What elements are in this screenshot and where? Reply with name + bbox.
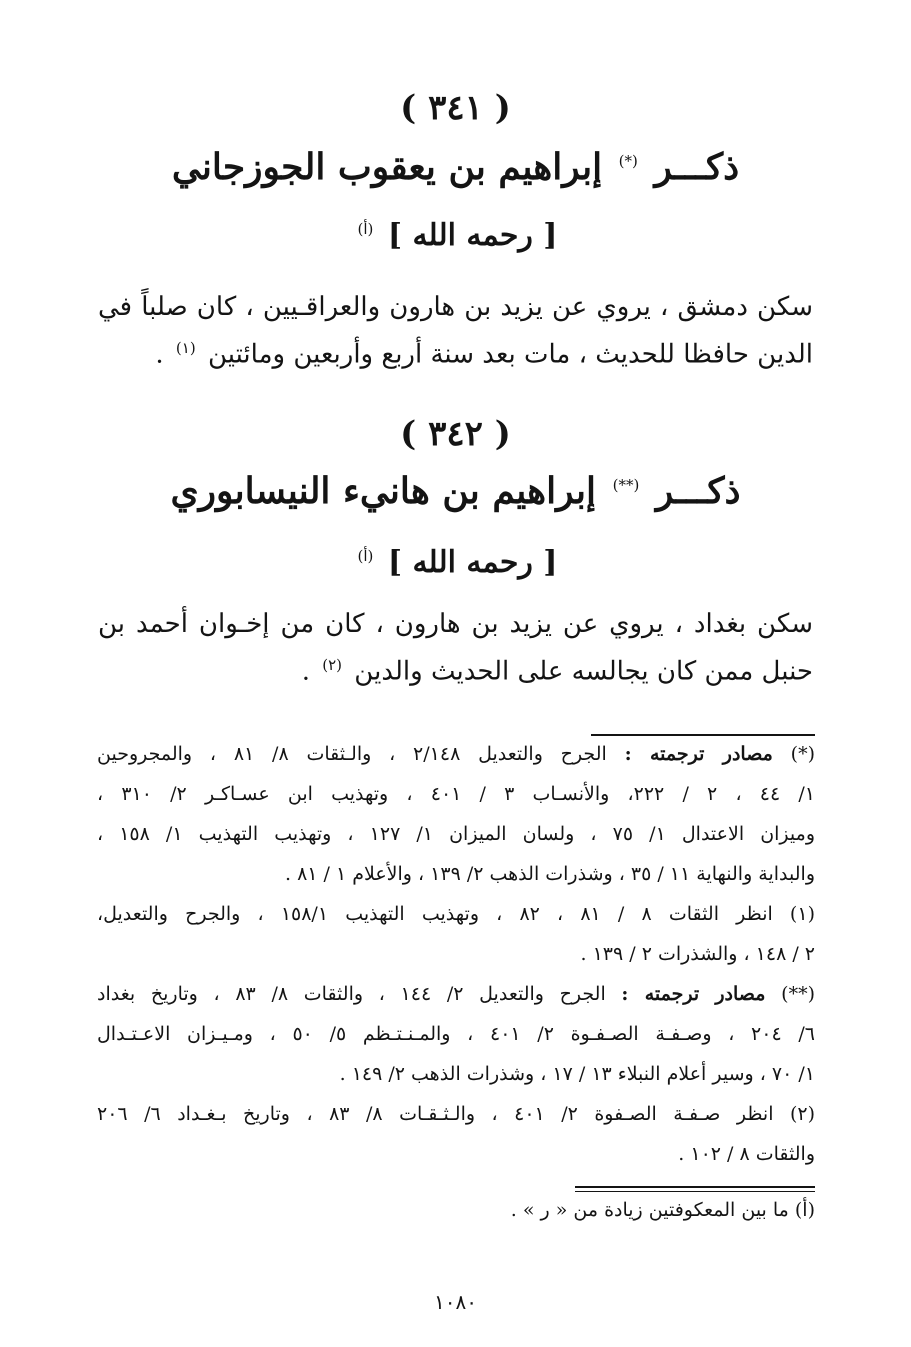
- page-number: ١٠٨٠: [434, 1290, 477, 1314]
- body-line: [98, 339, 813, 371]
- entry-number-341: ( ٣٤١ ): [400, 88, 511, 128]
- entry-heading-342: [0, 470, 911, 512]
- footnote-marker: (**): [781, 983, 815, 1005]
- note-ref: (٢): [322, 656, 343, 674]
- footnote-line: [97, 983, 815, 1006]
- body-line: سكن بغداد ، يروي عن يزيد بن هارون ، كان من إخـوان أحمد بن: [98, 609, 813, 639]
- footnote-line: وميزان الاعتدال ١/ ٧٥ ، ولسان الميزان ١/ ١٢٧ ، وتهذيب التهذيب ١/ ١٥٨ ،: [97, 823, 815, 845]
- footnote-line: (٢) انظر صـفـة الصـفوة ٢/ ٤٠١ ، والـثـقـات ٨/ ٨٣ ، وتاريخ بـغـداد ٦/ ٢٠٦: [97, 1103, 816, 1125]
- editor-note: (أ) ما بين المعكوفتين زيادة من « ر » .: [510, 1199, 815, 1221]
- footnote-marker: (*): [618, 152, 638, 170]
- rahma-text: [ رحمه الله ]: [387, 545, 558, 580]
- footnote-double-divider: [575, 1186, 815, 1192]
- person-name: إبراهيم بن يعقوب الجوزجاني: [171, 146, 603, 188]
- person-name: إبراهيم بن هانيء النيسابوري: [170, 470, 597, 512]
- rahma-text: [ رحمه الله ]: [387, 218, 558, 253]
- footnote-line: (١) انظر الثقات ٨ / ٨١ ، ٨٢ ، وتهذيب التهذيب ١٥٨/١ ، والجرح والتعديل،: [97, 903, 815, 925]
- heading-word: ذكـــر: [654, 146, 740, 188]
- heading-word: ذكـــر: [655, 470, 741, 512]
- full-stop: .: [155, 339, 164, 370]
- footnote-marker: (**): [612, 476, 640, 494]
- full-stop: .: [301, 656, 310, 687]
- note-ref: (١): [175, 339, 196, 357]
- footnote-line: [97, 743, 815, 766]
- body-line: [98, 656, 813, 688]
- sources-label: مصادر ترجمته :: [624, 743, 773, 765]
- rahma-ref: (أ): [357, 220, 374, 238]
- body-text: الدين حافظا للحديث ، مات بعد سنة أربع وأربعين ومائتين: [207, 339, 813, 370]
- entry-number-342: ( ٣٤٢ ): [400, 414, 511, 454]
- footnote-text: الجرح والتعديل ٢/ ١٤٤ ، والثقات ٨/ ٨٣ ، وتاريخ بغداد: [97, 983, 606, 1005]
- sources-label: مصادر ترجمته :: [621, 983, 766, 1005]
- footnote-text: الجرح والتعديل ٢/١٤٨ ، والـثقات ٨/ ٨١ ، والمجروحين: [97, 743, 607, 765]
- footnote-line: ١/ ٤٤ ، ٢ / ٢٢٢، والأنسـاب ٣ / ٤٠١ ، وتهذيب ابن عسـاكـر ٢/ ٣١٠ ،: [97, 783, 816, 805]
- footnote-line: ٢ / ١٤٨ ، والشذرات ٢ / ١٣٩ .: [580, 943, 815, 965]
- rahma-line-342: [0, 545, 911, 580]
- body-text: حنبل ممن كان يجالسه على الحديث والدين: [354, 656, 813, 687]
- rahma-ref: (أ): [357, 547, 374, 565]
- footnote-line: والثقات ٨ / ١٠٢ .: [678, 1143, 815, 1165]
- rahma-line-341: [0, 218, 911, 253]
- body-line: سكن دمشق ، يروي عن يزيد بن هارون والعراقـيين ، كان صلباً في: [98, 292, 813, 322]
- footnote-line: ٦/ ٢٠٤ ، وصـفـة الصـفـوة ٢/ ٤٠١ ، والمـنـتـظم ٥/ ٥٠ ، ومـيـزان الاعـتـدال: [97, 1023, 815, 1045]
- footnote-marker: (*): [790, 743, 815, 765]
- entry-heading-341: [0, 146, 911, 188]
- footnote-line: ١/ ٧٠ ، وسير أعلام النبلاء ١٣ / ١٧ ، وشذرات الذهب ٢/ ١٤٩ .: [339, 1063, 815, 1085]
- footnote-divider: [591, 734, 815, 736]
- footnote-line: والبداية والنهاية ١١ / ٣٥ ، وشذرات الذهب ٢/ ١٣٩ ، والأعلام ١ / ٨١ .: [284, 863, 815, 885]
